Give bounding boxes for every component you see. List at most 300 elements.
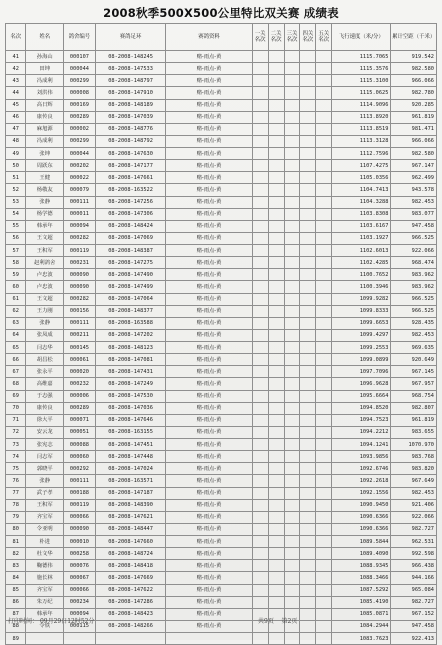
table-cell — [268, 354, 284, 366]
table-cell — [316, 402, 332, 414]
table-cell: 59 — [6, 269, 26, 281]
table-cell: 41 — [6, 51, 26, 63]
table-cell — [300, 245, 316, 257]
table-cell: 86 — [6, 596, 26, 608]
table-cell — [252, 439, 268, 451]
table-cell: 闫志军 — [26, 451, 64, 463]
table-row — [6, 148, 437, 160]
table-cell: 77 — [6, 487, 26, 499]
table-cell: 000022 — [63, 172, 95, 184]
table-row — [6, 220, 437, 232]
table-cell: 68 — [6, 378, 26, 390]
table-cell: 王文超 — [26, 232, 64, 244]
table-cell: 田坤 — [26, 63, 64, 75]
table-cell — [268, 220, 284, 232]
table-cell: 1092.2618 — [332, 475, 391, 487]
table-cell: 84 — [6, 572, 26, 584]
table-cell: 1095.6664 — [332, 390, 391, 402]
table-cell — [300, 536, 316, 548]
table-cell: 康传良 — [26, 111, 64, 123]
table-cell: 920.285 — [391, 99, 437, 111]
table-cell — [268, 269, 284, 281]
table-cell: 1092.1556 — [332, 487, 391, 499]
table-cell — [284, 232, 300, 244]
table-cell: 000044 — [63, 63, 95, 75]
table-cell: 1104.7413 — [332, 184, 391, 196]
table-cell: 1105.0356 — [332, 172, 391, 184]
table-cell — [284, 305, 300, 317]
table-cell: 79 — [6, 511, 26, 523]
table-cell: 967.957 — [391, 378, 437, 390]
table-cell — [300, 75, 316, 87]
table-cell: 张坤 — [26, 148, 64, 160]
table-cell — [300, 633, 316, 645]
table-cell: 08-2008-148377 — [95, 305, 166, 317]
table-cell: 968.754 — [391, 390, 437, 402]
table-cell: 983.962 — [391, 281, 437, 293]
table-cell — [268, 99, 284, 111]
table-cell — [268, 475, 284, 487]
table-cell — [268, 75, 284, 87]
table-cell: 1096.9628 — [332, 378, 391, 390]
table-cell — [284, 75, 300, 87]
table-row — [6, 342, 437, 354]
table-cell: 000282 — [63, 293, 95, 305]
table-cell: 08-2008-147646 — [95, 414, 166, 426]
table-cell — [252, 584, 268, 596]
table-cell: 000211 — [63, 329, 95, 341]
table-cell: 08-2008-147064 — [95, 293, 166, 305]
table-cell: 赌-雨点-黄 — [166, 390, 252, 402]
print-time-footer — [8, 616, 94, 625]
table-cell: 000289 — [63, 111, 95, 123]
table-cell: 08-2008-147286 — [95, 596, 166, 608]
table-row — [6, 111, 437, 123]
table-cell: 000231 — [63, 257, 95, 269]
table-cell — [284, 523, 300, 535]
table-cell: 000094 — [63, 608, 95, 620]
table-cell: 08-2008-147081 — [95, 354, 166, 366]
table-cell — [268, 111, 284, 123]
table-cell: 赌-雨点-黄 — [166, 426, 252, 438]
table-cell — [284, 135, 300, 147]
table-cell: 08-2008-147187 — [95, 487, 166, 499]
table-cell: 000188 — [63, 487, 95, 499]
table-cell: 赵利鸽舍 — [26, 257, 64, 269]
table-cell: 967.147 — [391, 160, 437, 172]
table-cell: 王力刚 — [26, 305, 64, 317]
table-cell — [300, 439, 316, 451]
table-cell — [300, 172, 316, 184]
table-cell: 赌-雨点-黄 — [166, 463, 252, 475]
table-cell — [252, 548, 268, 560]
table-cell — [268, 487, 284, 499]
table-cell — [284, 184, 300, 196]
table-cell: 王积军 — [26, 245, 64, 257]
table-cell: 1085.0871 — [332, 608, 391, 620]
table-row — [6, 305, 437, 317]
table-cell — [284, 366, 300, 378]
table-cell: 000299 — [63, 135, 95, 147]
table-row — [6, 354, 437, 366]
table-cell — [300, 305, 316, 317]
table-cell — [300, 123, 316, 135]
table-cell — [268, 511, 284, 523]
table-cell: 1113.8519 — [332, 123, 391, 135]
table-cell — [284, 123, 300, 135]
table-cell: 1093.9856 — [332, 451, 391, 463]
table-cell — [316, 123, 332, 135]
column-header: 姓名 — [26, 24, 64, 51]
table-cell: 08-2008-147306 — [95, 208, 166, 220]
table-cell — [284, 51, 300, 63]
table-cell: 000234 — [63, 596, 95, 608]
table-cell — [284, 245, 300, 257]
table-cell — [166, 633, 252, 645]
table-cell: 赌-雨点-黄 — [166, 439, 252, 451]
table-cell — [316, 608, 332, 620]
table-cell: 1087.5292 — [332, 584, 391, 596]
table-cell — [316, 463, 332, 475]
table-cell — [252, 160, 268, 172]
table-cell: 65 — [6, 342, 26, 354]
column-header: 累计空距（千米） — [391, 24, 437, 51]
table-row — [6, 329, 437, 341]
column-header: 一关名次 — [252, 24, 268, 51]
table-cell: 刘洪伟 — [26, 87, 64, 99]
table-cell: 982.453 — [391, 196, 437, 208]
table-cell: 983.768 — [391, 451, 437, 463]
table-cell — [252, 511, 268, 523]
table-cell — [316, 584, 332, 596]
table-cell: 000079 — [63, 184, 95, 196]
table-cell — [252, 475, 268, 487]
table-row — [6, 499, 437, 511]
table-cell: 919.542 — [391, 51, 437, 63]
table-cell — [300, 196, 316, 208]
table-cell — [252, 487, 268, 499]
table-cell — [252, 499, 268, 511]
table-cell: 47 — [6, 123, 26, 135]
table-cell — [95, 633, 166, 645]
table-cell: 000067 — [63, 572, 95, 584]
table-cell: 78 — [6, 499, 26, 511]
table-cell — [284, 317, 300, 329]
table-cell: 赌-雨点-黄 — [166, 451, 252, 463]
table-cell — [316, 366, 332, 378]
table-cell: 张静 — [26, 475, 64, 487]
table-cell — [284, 596, 300, 608]
table-cell: 72 — [6, 426, 26, 438]
table-row — [6, 366, 437, 378]
table-cell — [268, 402, 284, 414]
table-cell — [316, 208, 332, 220]
table-cell — [300, 572, 316, 584]
table-cell: 赌-雨点-黄 — [166, 293, 252, 305]
table-cell: 982.580 — [391, 148, 437, 160]
table-cell: 51 — [6, 172, 26, 184]
table-cell — [300, 342, 316, 354]
table-cell: 71 — [6, 414, 26, 426]
table-cell: 08-2008-148189 — [95, 99, 166, 111]
table-cell: 卢忠波 — [26, 281, 64, 293]
table-cell: 1104.3288 — [332, 196, 391, 208]
table-cell — [284, 148, 300, 160]
table-cell — [268, 87, 284, 99]
table-cell — [316, 75, 332, 87]
table-row — [6, 511, 437, 523]
table-cell: 55 — [6, 220, 26, 232]
table-cell: 赌-雨点-黄 — [166, 160, 252, 172]
table-cell — [316, 390, 332, 402]
table-cell — [284, 511, 300, 523]
table-cell — [284, 499, 300, 511]
table-cell — [268, 584, 284, 596]
table-cell: 1090.6366 — [332, 511, 391, 523]
table-cell: 赌-雨点-黄 — [166, 378, 252, 390]
table-cell — [268, 305, 284, 317]
table-cell: 961.819 — [391, 111, 437, 123]
table-row — [6, 475, 437, 487]
table-row — [6, 487, 437, 499]
table-cell: 966.066 — [391, 135, 437, 147]
table-cell: 000060 — [63, 451, 95, 463]
table-cell — [284, 196, 300, 208]
table-cell — [316, 317, 332, 329]
table-cell: 赌-雨点-黄 — [166, 184, 252, 196]
table-cell: 08-2008-147910 — [95, 87, 166, 99]
table-cell — [316, 511, 332, 523]
table-cell: 85 — [6, 584, 26, 596]
table-row — [6, 596, 437, 608]
table-cell — [268, 548, 284, 560]
table-cell: 08-2008-147069 — [95, 232, 166, 244]
print-label: 打印时间： — [8, 618, 39, 625]
table-row — [6, 172, 437, 184]
table-cell — [268, 523, 284, 535]
table-row — [6, 463, 437, 475]
table-cell: 赌-雨点-黄 — [166, 269, 252, 281]
table-cell: 76 — [6, 475, 26, 487]
table-row — [6, 87, 437, 99]
table-cell — [252, 366, 268, 378]
table-cell — [268, 378, 284, 390]
table-cell — [284, 402, 300, 414]
table-cell: 赌-雨点-黄 — [166, 584, 252, 596]
table-cell — [268, 536, 284, 548]
column-header: 赛鸽资料 — [166, 24, 252, 51]
table-cell: 08-2008-147660 — [95, 536, 166, 548]
table-cell — [252, 220, 268, 232]
table-cell: 08-2008-163522 — [95, 184, 166, 196]
table-cell: 921.406 — [391, 499, 437, 511]
table-cell: 1115.0625 — [332, 87, 391, 99]
table-cell: 08-2008-163155 — [95, 426, 166, 438]
table-cell: 赌-雨点-黄 — [166, 536, 252, 548]
table-cell: 922.066 — [391, 511, 437, 523]
table-body — [6, 51, 437, 645]
table-cell: 杨敬友 — [26, 184, 64, 196]
table-cell — [268, 184, 284, 196]
table-cell — [300, 293, 316, 305]
table-cell: 1094.8520 — [332, 402, 391, 414]
table-cell: 1102.6013 — [332, 245, 391, 257]
table-cell — [316, 451, 332, 463]
table-cell — [268, 342, 284, 354]
table-cell: 56 — [6, 232, 26, 244]
table-row — [6, 560, 437, 572]
table-cell: 1102.4285 — [332, 257, 391, 269]
table-cell — [284, 548, 300, 560]
table-cell — [316, 378, 332, 390]
table-cell — [316, 99, 332, 111]
print-time: 09月29日12时52分 — [39, 618, 95, 625]
table-cell: 000008 — [63, 87, 95, 99]
table-cell — [316, 281, 332, 293]
table-cell — [252, 414, 268, 426]
table-cell: 60 — [6, 281, 26, 293]
table-cell — [300, 451, 316, 463]
table-cell — [252, 184, 268, 196]
table-cell — [316, 220, 332, 232]
table-cell — [284, 160, 300, 172]
table-cell: 1085.4190 — [332, 596, 391, 608]
table-cell — [252, 560, 268, 572]
table-cell — [252, 257, 268, 269]
column-header: 飞行速度（米/分） — [332, 24, 391, 51]
table-cell: 鞠德伟 — [26, 560, 64, 572]
table-cell: 08-2008-148792 — [95, 135, 166, 147]
table-cell: 80 — [6, 523, 26, 535]
table-cell — [284, 390, 300, 402]
table-cell: 000051 — [63, 426, 95, 438]
table-row — [6, 523, 437, 535]
table-row — [6, 572, 437, 584]
table-row — [6, 451, 437, 463]
table-cell — [268, 172, 284, 184]
table-cell: 000111 — [63, 196, 95, 208]
table-cell: 08-2008-148123 — [95, 342, 166, 354]
table-cell — [63, 633, 95, 645]
table-cell: 42 — [6, 63, 26, 75]
table-cell: 赌-雨点-黄 — [166, 366, 252, 378]
table-cell — [284, 536, 300, 548]
table-cell: 赌-雨点-黄 — [166, 548, 252, 560]
table-cell — [300, 329, 316, 341]
table-cell — [252, 426, 268, 438]
table-cell: 000119 — [63, 499, 95, 511]
table-cell — [252, 99, 268, 111]
table-cell — [300, 184, 316, 196]
table-cell: 周跃东 — [26, 160, 64, 172]
table-cell: 983.077 — [391, 208, 437, 220]
table-cell — [268, 572, 284, 584]
table-cell — [252, 596, 268, 608]
table-cell — [300, 366, 316, 378]
table-cell: 1113.3128 — [332, 135, 391, 147]
table-cell: 冯成利 — [26, 75, 64, 87]
table-cell — [284, 439, 300, 451]
table-cell: 赌-雨点-黄 — [166, 608, 252, 620]
table-cell — [300, 220, 316, 232]
table-cell — [268, 63, 284, 75]
table-cell — [300, 560, 316, 572]
table-cell: 高维嘉 — [26, 378, 64, 390]
page-total: 共9页 — [258, 618, 274, 625]
table-cell: 08-2008-147622 — [95, 584, 166, 596]
table-cell: 赌-雨点-黄 — [166, 196, 252, 208]
table-cell — [300, 281, 316, 293]
table-cell: 1103.6167 — [332, 220, 391, 232]
table-cell — [252, 305, 268, 317]
table-cell: 87 — [6, 608, 26, 620]
table-row — [6, 160, 437, 172]
table-header-row — [6, 24, 437, 51]
table-cell — [284, 342, 300, 354]
table-cell: 1115.3100 — [332, 75, 391, 87]
table-cell — [284, 99, 300, 111]
table-row — [6, 184, 437, 196]
table-row — [6, 135, 437, 147]
table-cell: 70 — [6, 402, 26, 414]
page-number-footer — [258, 616, 297, 625]
table-row — [6, 293, 437, 305]
table-cell — [252, 402, 268, 414]
table-cell: 81 — [6, 536, 26, 548]
table-cell: 郭晓平 — [26, 463, 64, 475]
table-cell: 王健 — [26, 172, 64, 184]
table-cell: 000202 — [63, 160, 95, 172]
table-row — [6, 402, 437, 414]
table-row — [6, 123, 437, 135]
table-cell: 1083.7623 — [332, 633, 391, 645]
table-cell — [252, 123, 268, 135]
table-cell — [316, 439, 332, 451]
table-cell — [252, 196, 268, 208]
table-cell: 1089.5844 — [332, 536, 391, 548]
table-cell — [316, 499, 332, 511]
table-cell — [300, 620, 316, 632]
table-cell: 000258 — [63, 548, 95, 560]
table-cell — [284, 475, 300, 487]
table-cell: 齐宝军 — [26, 584, 64, 596]
table-cell: 赌-雨点-黄 — [166, 414, 252, 426]
table-cell: 1084.2944 — [332, 620, 391, 632]
table-cell: 08-2008-147249 — [95, 378, 166, 390]
table-cell: 赌-雨点-黄 — [166, 51, 252, 63]
table-cell: 1103.8308 — [332, 208, 391, 220]
table-cell: 王文超 — [26, 293, 64, 305]
table-cell: 赌-雨点-黄 — [166, 499, 252, 511]
table-cell: 赌-雨点-黄 — [166, 220, 252, 232]
table-cell: 000292 — [63, 463, 95, 475]
table-cell: 982.727 — [391, 523, 437, 535]
table-cell: 1115.3576 — [332, 63, 391, 75]
table-cell — [300, 596, 316, 608]
table-cell: 969.635 — [391, 342, 437, 354]
table-cell: 08-2008-147177 — [95, 160, 166, 172]
table-cell: 966.525 — [391, 293, 437, 305]
table-cell: 王积军 — [26, 499, 64, 511]
table-cell: 赌-雨点-黄 — [166, 208, 252, 220]
table-cell — [300, 317, 316, 329]
table-cell: 967.152 — [391, 608, 437, 620]
table-cell — [252, 245, 268, 257]
table-cell: 000061 — [63, 354, 95, 366]
table-cell: 967.145 — [391, 366, 437, 378]
table-cell: 齐宝军 — [26, 511, 64, 523]
table-cell — [252, 378, 268, 390]
